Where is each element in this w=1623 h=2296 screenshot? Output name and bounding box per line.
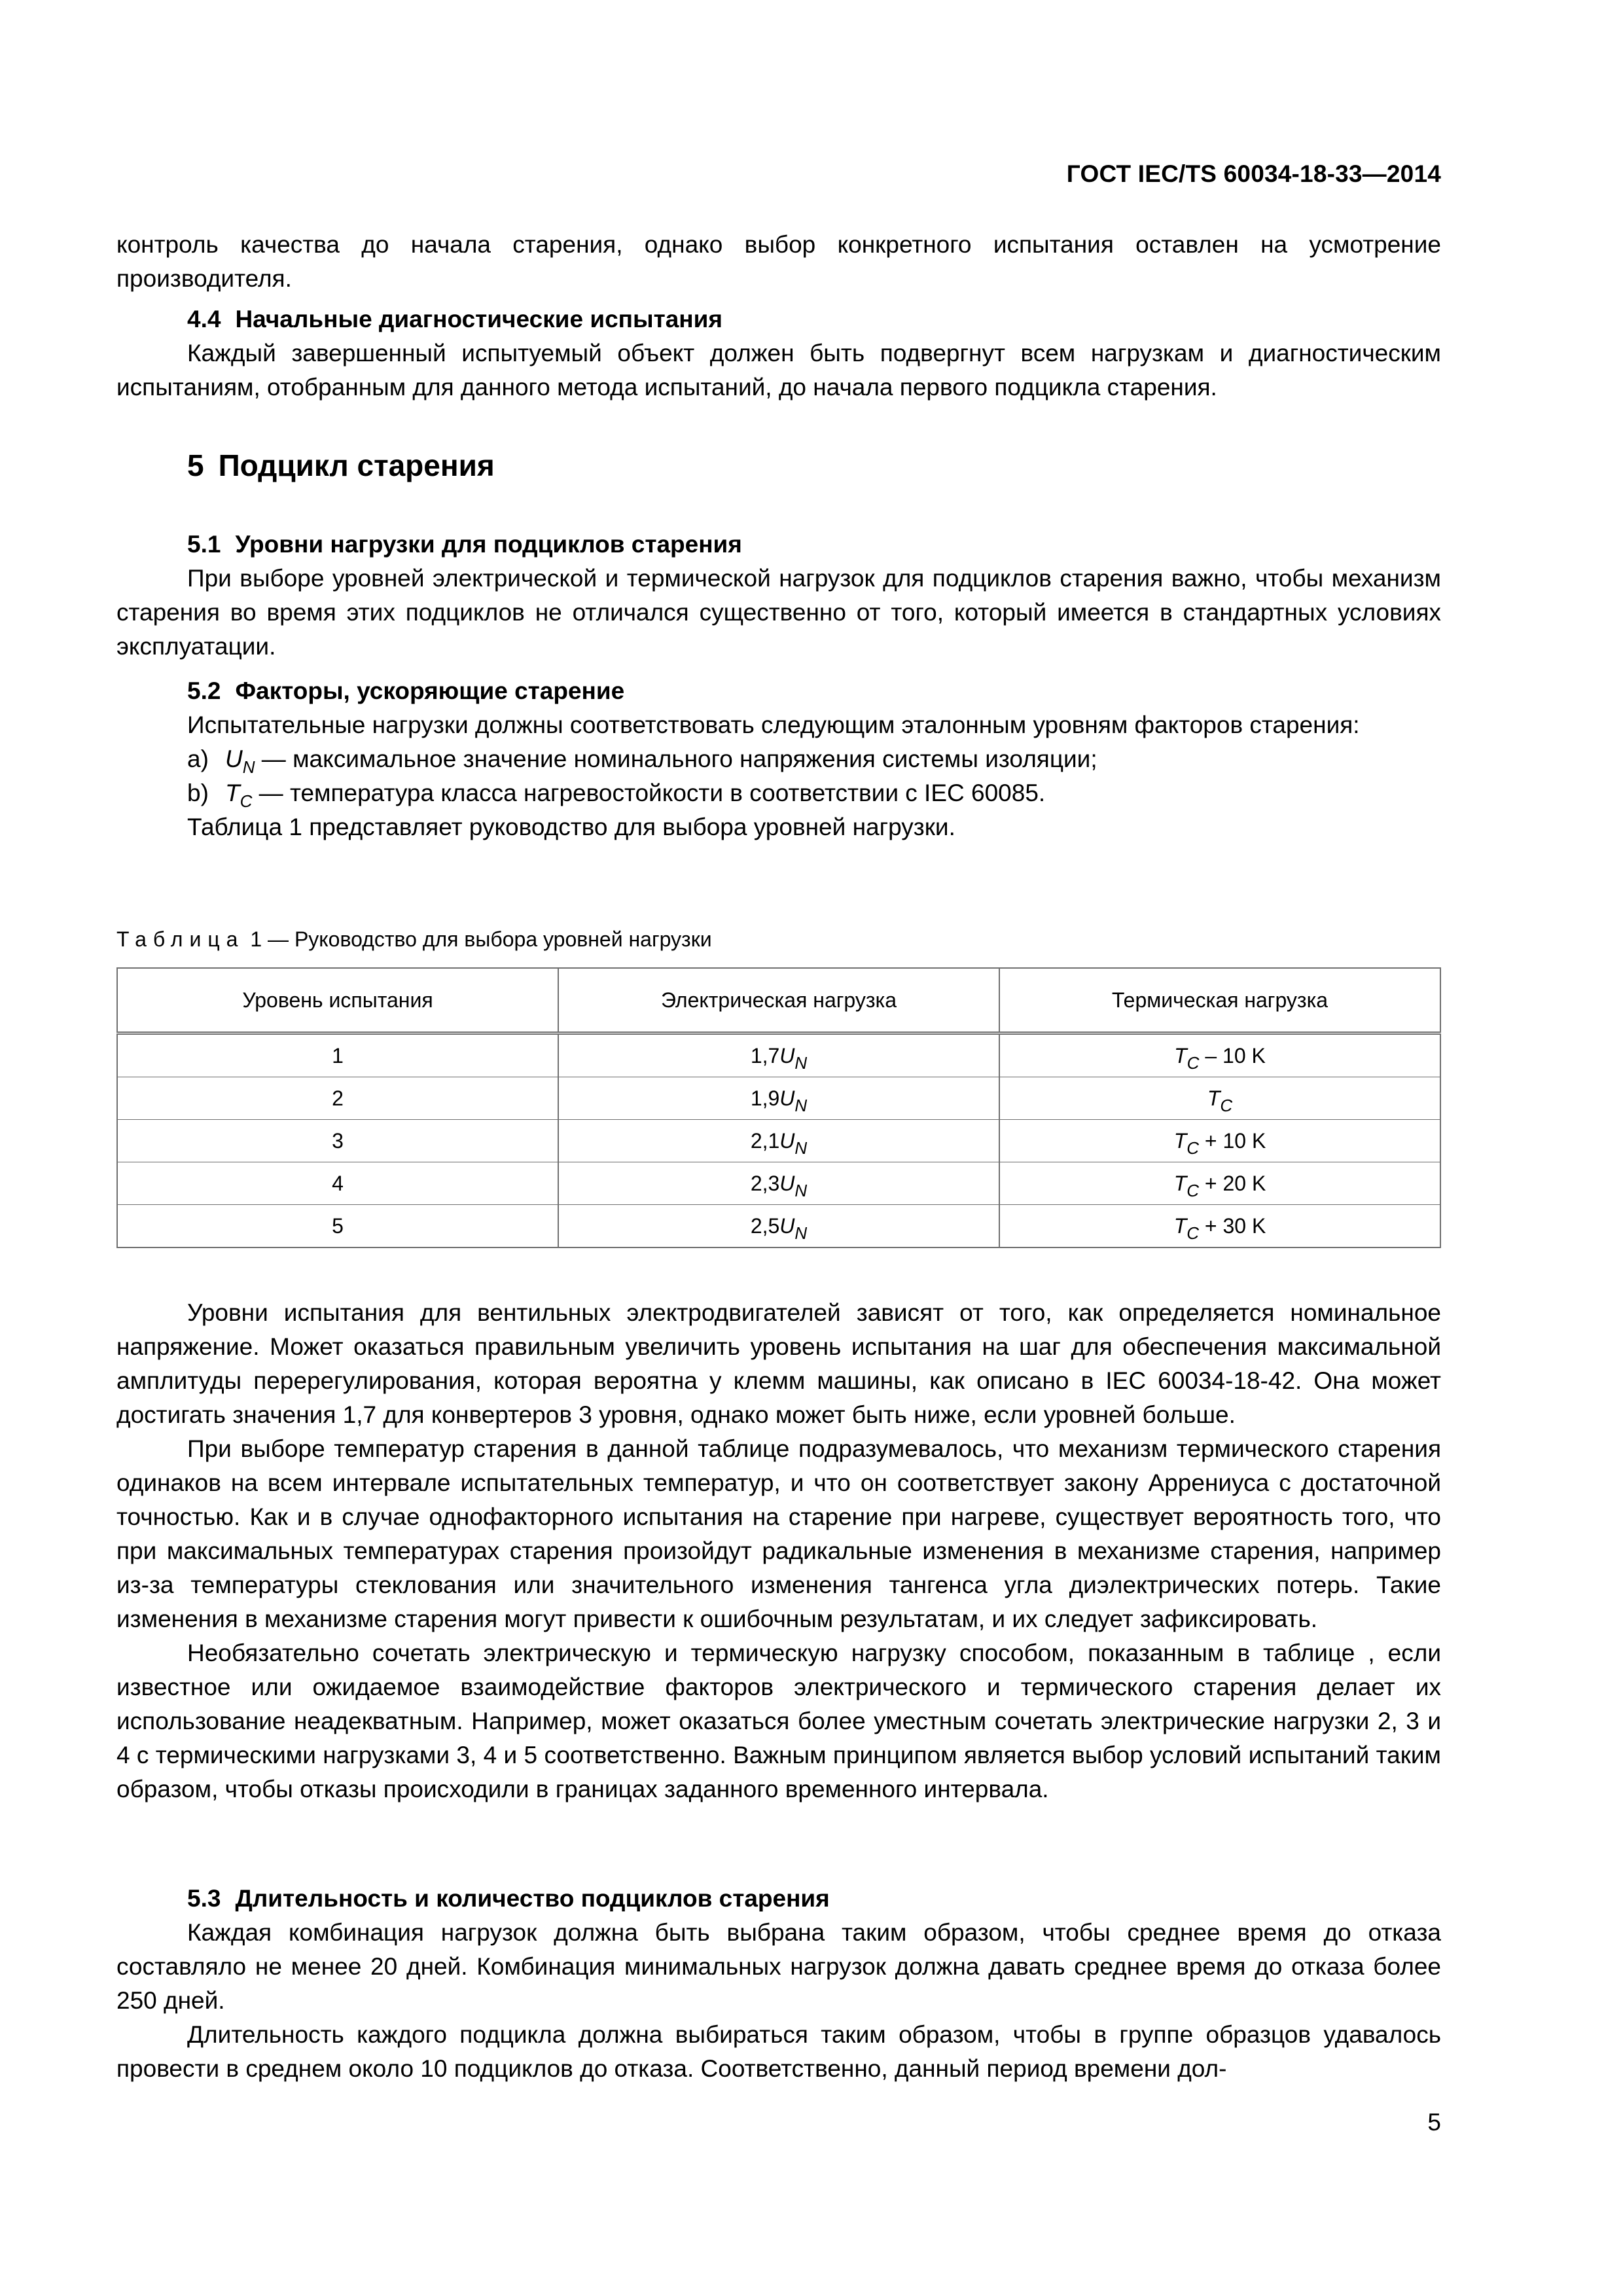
paragraph-load-combination: Необязательно сочетать электрическую и термическую нагрузку способом, показанным в таблице , если известное или ожидаемое взаимодействие факторов электрического и термического старения делает их использование неадекватным. Например, может оказаться более уместным сочетать электрические нагрузки 2, 3 и 4 с термическими нагрузками 3, 4 и 5 соответственно. Важным принципом является выбор условий испытаний таким образом, чтобы отказы происходили в границах заданного временного интервала. — [116, 1640, 1441, 1803]
list-marker: b) — [187, 780, 209, 806]
section-5-2-paragraph: Испытательные нагрузки должны соответствовать следующим эталонным уровням факторов старения: — [187, 711, 1360, 738]
page-number: 5 — [1427, 2109, 1441, 2136]
cell-thermal: $T_C + 20$ K — [999, 1162, 1440, 1205]
section-5-3-heading — [116, 1882, 1441, 1916]
list-item-b — [116, 776, 1441, 810]
section-5-3 — [116, 1882, 1441, 2086]
cell-thermal: $T_C + 10$ K — [999, 1120, 1440, 1162]
cell-level: 1 — [117, 1033, 558, 1077]
list-marker: a) — [187, 745, 209, 772]
section-5-2 — [116, 674, 1441, 844]
table-caption — [116, 926, 1441, 952]
section-5-3-paragraph-2: Длительность каждого подцикла должна выбираться таким образом, чтобы в группе образцов удавалось провести в среднем около 10 подциклов до отказа. Соответственно, данный период времени дол- — [116, 2021, 1441, 2082]
list-item-a — [116, 742, 1441, 776]
section-4-3-continuation — [116, 228, 1441, 296]
section-5-1-heading — [116, 528, 1441, 562]
cell-electrical: $1,7U_N$ — [558, 1033, 999, 1077]
section-5-3-paragraph-1: Каждая комбинация нагрузок должна быть выбрана таким образом, чтобы среднее время до отказа составляло не менее 20 дней. Комбинация минимальных нагрузок должна давать среднее время до отказа более 250 дней. — [116, 1919, 1441, 2014]
symbol: T — [225, 780, 240, 806]
post-table-text — [116, 1296, 1441, 1806]
cell-thermal: $T_C + 30$ K — [999, 1205, 1440, 1248]
paragraph-aging-temperatures: При выборе температур старения в данной таблице подразумевалось, что механизм термического старения одинаков на всем интервале испытательных температур, и что он соответствует закону Аррениуса с достаточной точностью. Как и в случае однофакторного испытания на старение при нагреве, существует вероятность того, что при максимальных температурах старения произойдут радикальные изменения в механизме старения, например из-за температуры стеклования или значительного изменения тангенса угла диэлектрических потерь. Такие изменения в механизме старения могут привести к ошибочным результатам, и их следует зафиксировать. — [116, 1435, 1441, 1632]
cell-electrical: $2,1U_N$ — [558, 1120, 999, 1162]
section-title: Факторы, ускоряющие старение — [235, 677, 625, 704]
cell-level: 2 — [117, 1077, 558, 1120]
cell-electrical: $2,5U_N$ — [558, 1205, 999, 1248]
section-5-2-heading — [116, 674, 1441, 708]
load-levels-table — [116, 967, 1441, 1248]
section-number: 5.1 — [187, 531, 221, 558]
table-reference-paragraph: Таблица 1 представляет руководство для выбора уровней нагрузки. — [187, 814, 955, 840]
section-5-heading — [116, 448, 1441, 482]
section-5-heading-block — [116, 448, 1441, 482]
cell-level: 5 — [117, 1205, 558, 1248]
table-row — [117, 1205, 1440, 1248]
section-number: 5.2 — [187, 677, 221, 704]
cell-level: 3 — [117, 1120, 558, 1162]
paragraph-inverter-motors: Уровни испытания для вентильных электродвигателей зависят от того, как определяется номинальное напряжение. Может оказаться правильным увеличить уровень испытания на шаг для обеспечения максимальной амплитуды перерегулирования, которая вероятна у клемм машины, как описано в IEC 60034-18-42. Она может достигать значения 1,7 для конвертеров 3 уровня, однако может быть ниже, если уровней больше. — [116, 1299, 1441, 1428]
section-title: Уровни нагрузки для подциклов старения — [235, 531, 742, 558]
table-header-row — [117, 968, 1440, 1033]
section-title: Подцикл старения — [218, 448, 495, 482]
paragraph-continued: контроль качества до начала старения, однако выбор конкретного испытания оставлен на усмотрение производителя. — [116, 231, 1441, 292]
section-4-4 — [116, 302, 1441, 404]
cell-electrical: $2,3U_N$ — [558, 1162, 999, 1205]
section-4-4-heading — [116, 302, 1441, 336]
header-electrical-load: Электрическая нагрузка — [558, 968, 999, 1033]
header-test-level: Уровень испытания — [117, 968, 558, 1033]
section-4-4-paragraph: Каждый завершенный испытуемый объект должен быть подвергнут всем нагрузкам и диагностическим испытаниям, отобранным для данного метода испытаний, до начала первого подцикла старения. — [116, 340, 1441, 401]
table-caption-label: Таблица — [116, 927, 245, 951]
section-title: Начальные диагностические испытания — [235, 306, 722, 332]
section-number: 5 — [187, 448, 204, 482]
cell-thermal: $T_C$ — [999, 1077, 1440, 1120]
header-thermal-load: Термическая нагрузка — [999, 968, 1440, 1033]
table-row — [117, 1162, 1440, 1205]
document-code-header: ГОСТ IEC/TS 60034-18-33—2014 — [1066, 160, 1441, 187]
table-row — [117, 1033, 1440, 1077]
table-row — [117, 1077, 1440, 1120]
section-5-1 — [116, 528, 1441, 664]
list-text: — температура класса нагревостойкости в соответствии с IEC 60085. — [252, 780, 1046, 806]
section-number: 4.4 — [187, 306, 221, 332]
symbol-subscript: N — [242, 757, 255, 777]
cell-level: 4 — [117, 1162, 558, 1205]
symbol: U — [225, 745, 243, 772]
symbol-subscript: C — [240, 791, 253, 811]
cell-electrical: $1,9U_N$ — [558, 1077, 999, 1120]
cell-thermal: $T_C - 10$ K — [999, 1033, 1440, 1077]
table-caption-title: 1 — Руководство для выбора уровней нагрузки — [244, 927, 712, 951]
section-number: 5.3 — [187, 1885, 221, 1912]
table-row — [117, 1120, 1440, 1162]
section-title: Длительность и количество подциклов старения — [235, 1885, 830, 1912]
list-text: — максимальное значение номинального напряжения системы изоляции; — [255, 745, 1097, 772]
section-5-1-paragraph: При выборе уровней электрической и термической нагрузок для подциклов старения важно, чтобы механизм старения во время этих подциклов не отличался существенно от того, который имеется в стандартных условиях эксплуатации. — [116, 565, 1441, 660]
